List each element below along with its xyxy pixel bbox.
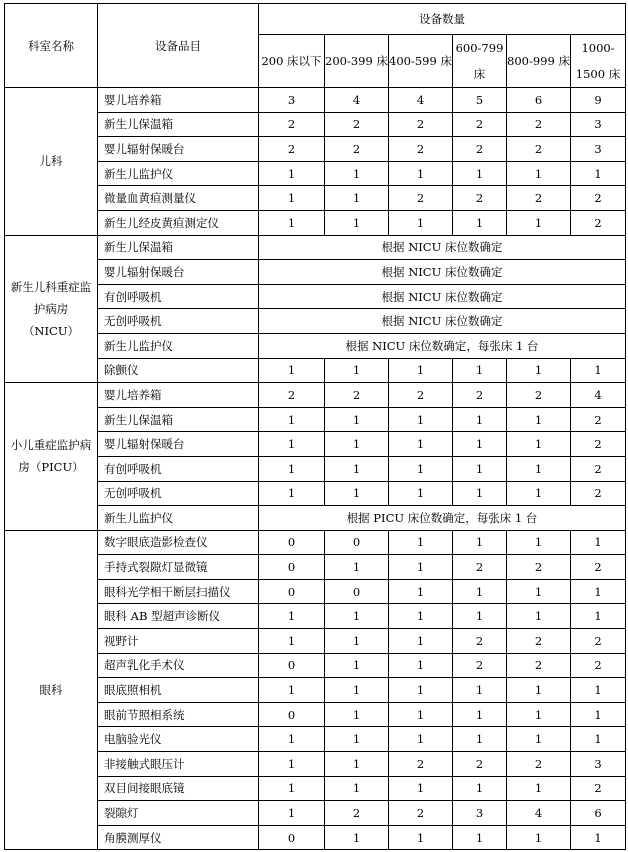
table-row	[5, 481, 626, 506]
quantity-cell: 1	[325, 629, 389, 654]
item-cell: 超声乳化手术仪	[98, 653, 259, 678]
quantity-cell: 2	[389, 383, 453, 408]
table-row	[5, 186, 626, 211]
quantity-cell: 1	[389, 432, 453, 457]
quantity-cell: 1	[507, 210, 571, 235]
item-cell: 眼前节照相系统	[98, 702, 259, 727]
item-cell: 新生儿保温箱	[98, 112, 259, 137]
header-qty: 设备数量	[259, 4, 626, 35]
quantity-cell: 1	[453, 776, 507, 801]
quantity-cell: 0	[325, 530, 389, 555]
quantity-cell: 1	[507, 407, 571, 432]
table-row	[5, 309, 626, 334]
quantity-cell: 1	[571, 604, 626, 629]
quantity-cell: 2	[389, 752, 453, 777]
quantity-cell: 1	[389, 481, 453, 506]
quantity-cell: 1	[259, 432, 325, 457]
quantity-cell: 1	[507, 432, 571, 457]
quantity-cell: 9	[571, 88, 626, 113]
quantity-cell: 6	[571, 801, 626, 826]
quantity-cell: 1	[325, 727, 389, 752]
quantity-cell: 1	[453, 358, 507, 383]
item-cell: 手持式裂隙灯显微镜	[98, 555, 259, 580]
quantity-cell: 2	[571, 555, 626, 580]
quantity-cell: 1	[453, 825, 507, 850]
table-row	[5, 530, 626, 555]
quantity-cell: 1	[259, 161, 325, 186]
header-item: 设备品目	[98, 4, 259, 88]
table-row	[5, 260, 626, 285]
item-cell: 婴儿辐射保暖台	[98, 432, 259, 457]
quantity-cell: 1	[389, 678, 453, 703]
quantity-cell: 2	[389, 112, 453, 137]
item-cell: 数字眼底造影检查仪	[98, 530, 259, 555]
quantity-cell: 1	[507, 727, 571, 752]
quantity-cell: 2	[507, 653, 571, 678]
quantity-cell: 1	[453, 579, 507, 604]
item-cell: 新生儿保温箱	[98, 407, 259, 432]
quantity-cell: 1	[507, 358, 571, 383]
quantity-cell: 1	[453, 481, 507, 506]
item-cell: 眼科 AB 型超声诊断仪	[98, 604, 259, 629]
note-cell: 根据 NICU 床位数确定	[259, 309, 626, 334]
table-row	[5, 88, 626, 113]
quantity-cell: 1	[389, 555, 453, 580]
quantity-cell: 1	[325, 752, 389, 777]
quantity-cell: 1	[507, 481, 571, 506]
quantity-cell: 2	[507, 383, 571, 408]
quantity-cell: 1	[259, 186, 325, 211]
quantity-cell: 2	[453, 653, 507, 678]
table-header	[5, 4, 626, 88]
header-col: 600-799 床	[453, 35, 507, 88]
item-cell: 婴儿辐射保暖台	[98, 260, 259, 285]
quantity-cell: 2	[571, 432, 626, 457]
quantity-cell: 5	[453, 88, 507, 113]
quantity-cell: 1	[389, 653, 453, 678]
quantity-cell: 1	[325, 432, 389, 457]
item-cell: 婴儿辐射保暖台	[98, 137, 259, 162]
header-col: 400-599 床	[389, 35, 453, 88]
quantity-cell: 0	[259, 555, 325, 580]
item-cell: 新生儿监护仪	[98, 506, 259, 531]
table-row	[5, 579, 626, 604]
quantity-cell: 2	[259, 383, 325, 408]
quantity-cell: 2	[389, 186, 453, 211]
quantity-cell: 2	[507, 186, 571, 211]
quantity-cell: 2	[259, 137, 325, 162]
note-cell: 根据 NICU 床位数确定	[259, 284, 626, 309]
quantity-cell: 0	[259, 530, 325, 555]
table-row	[5, 235, 626, 260]
table-row	[5, 702, 626, 727]
item-cell: 新生儿监护仪	[98, 333, 259, 358]
table-row	[5, 653, 626, 678]
quantity-cell: 1	[325, 678, 389, 703]
equipment-table	[4, 3, 626, 850]
quantity-cell: 1	[389, 407, 453, 432]
quantity-cell: 1	[453, 604, 507, 629]
note-cell: 根据 NICU 床位数确定，每张床 1 台	[259, 333, 626, 358]
quantity-cell: 1	[389, 604, 453, 629]
quantity-cell: 2	[325, 801, 389, 826]
quantity-cell: 1	[389, 161, 453, 186]
quantity-cell: 1	[325, 653, 389, 678]
quantity-cell: 1	[507, 579, 571, 604]
quantity-cell: 3	[453, 801, 507, 826]
item-cell: 婴儿培养箱	[98, 88, 259, 113]
department-cell: 新生儿科重症监护病房（NICU）	[5, 235, 98, 383]
quantity-cell: 1	[453, 678, 507, 703]
quantity-cell: 2	[571, 407, 626, 432]
quantity-cell: 4	[389, 88, 453, 113]
quantity-cell: 2	[507, 629, 571, 654]
quantity-cell: 3	[259, 88, 325, 113]
quantity-cell: 1	[571, 579, 626, 604]
quantity-cell: 1	[453, 702, 507, 727]
quantity-cell: 1	[259, 604, 325, 629]
quantity-cell: 4	[571, 383, 626, 408]
quantity-cell: 1	[259, 407, 325, 432]
quantity-cell: 1	[325, 776, 389, 801]
quantity-cell: 2	[453, 186, 507, 211]
note-cell: 根据 NICU 床位数确定	[259, 260, 626, 285]
quantity-cell: 1	[507, 530, 571, 555]
quantity-cell: 1	[453, 456, 507, 481]
quantity-cell: 1	[571, 530, 626, 555]
quantity-cell: 1	[325, 358, 389, 383]
quantity-cell: 1	[571, 358, 626, 383]
table-row	[5, 407, 626, 432]
table-row	[5, 456, 626, 481]
quantity-cell: 2	[571, 653, 626, 678]
quantity-cell: 1	[325, 210, 389, 235]
table-row	[5, 752, 626, 777]
item-cell: 有创呼吸机	[98, 456, 259, 481]
item-cell: 新生儿监护仪	[98, 161, 259, 186]
quantity-cell: 1	[571, 727, 626, 752]
quantity-cell: 1	[389, 579, 453, 604]
header-col: 1000-1500 床	[571, 35, 626, 88]
quantity-cell: 1	[259, 752, 325, 777]
quantity-cell: 1	[325, 604, 389, 629]
table-row	[5, 432, 626, 457]
quantity-cell: 1	[389, 825, 453, 850]
quantity-cell: 1	[389, 702, 453, 727]
item-cell: 新生儿保温箱	[98, 235, 259, 260]
quantity-cell: 1	[507, 604, 571, 629]
header-col: 200-399 床	[325, 35, 389, 88]
item-cell: 裂隙灯	[98, 801, 259, 826]
quantity-cell: 2	[571, 481, 626, 506]
item-cell: 微量血黄疸测量仪	[98, 186, 259, 211]
table-row	[5, 333, 626, 358]
item-cell: 非接触式眼压计	[98, 752, 259, 777]
quantity-cell: 1	[571, 702, 626, 727]
table-row	[5, 825, 626, 850]
quantity-cell: 2	[571, 629, 626, 654]
quantity-cell: 2	[571, 456, 626, 481]
table-row	[5, 776, 626, 801]
quantity-cell: 0	[325, 579, 389, 604]
quantity-cell: 3	[571, 112, 626, 137]
quantity-cell: 1	[453, 161, 507, 186]
table-row	[5, 210, 626, 235]
header-col: 800-999 床	[507, 35, 571, 88]
quantity-cell: 1	[571, 825, 626, 850]
quantity-cell: 1	[325, 456, 389, 481]
quantity-cell: 0	[259, 653, 325, 678]
quantity-cell: 0	[259, 825, 325, 850]
quantity-cell: 1	[453, 432, 507, 457]
quantity-cell: 1	[507, 456, 571, 481]
table-row	[5, 383, 626, 408]
quantity-cell: 2	[571, 186, 626, 211]
quantity-cell: 1	[325, 702, 389, 727]
quantity-cell: 2	[453, 137, 507, 162]
quantity-cell: 1	[453, 727, 507, 752]
quantity-cell: 1	[259, 456, 325, 481]
header-dept: 科室名称	[5, 4, 98, 88]
quantity-cell: 1	[389, 210, 453, 235]
quantity-cell: 1	[507, 776, 571, 801]
quantity-cell: 2	[453, 555, 507, 580]
quantity-cell: 2	[453, 383, 507, 408]
quantity-cell: 0	[259, 702, 325, 727]
item-cell: 新生儿经皮黄疸测定仪	[98, 210, 259, 235]
item-cell: 无创呼吸机	[98, 481, 259, 506]
quantity-cell: 2	[325, 112, 389, 137]
quantity-cell: 2	[507, 752, 571, 777]
quantity-cell: 1	[325, 186, 389, 211]
quantity-cell: 1	[453, 407, 507, 432]
quantity-cell: 2	[453, 112, 507, 137]
table-row	[5, 284, 626, 309]
quantity-cell: 6	[507, 88, 571, 113]
item-cell: 除颤仪	[98, 358, 259, 383]
quantity-cell: 1	[259, 210, 325, 235]
quantity-cell: 1	[389, 358, 453, 383]
quantity-cell: 1	[389, 456, 453, 481]
quantity-cell: 2	[389, 801, 453, 826]
quantity-cell: 2	[571, 210, 626, 235]
department-cell: 儿科	[5, 88, 98, 236]
quantity-cell: 3	[571, 752, 626, 777]
item-cell: 眼底照相机	[98, 678, 259, 703]
quantity-cell: 1	[325, 407, 389, 432]
table-row	[5, 727, 626, 752]
item-cell: 角膜测厚仪	[98, 825, 259, 850]
table-row	[5, 629, 626, 654]
quantity-cell: 2	[389, 137, 453, 162]
quantity-cell: 1	[571, 161, 626, 186]
quantity-cell: 2	[507, 112, 571, 137]
quantity-cell: 2	[507, 555, 571, 580]
quantity-cell: 0	[259, 579, 325, 604]
item-cell: 眼科光学相干断层扫描仪	[98, 579, 259, 604]
quantity-cell: 1	[453, 210, 507, 235]
quantity-cell: 1	[389, 629, 453, 654]
quantity-cell: 4	[325, 88, 389, 113]
quantity-cell: 1	[325, 161, 389, 186]
table-row	[5, 161, 626, 186]
table-row	[5, 358, 626, 383]
quantity-cell: 2	[325, 137, 389, 162]
quantity-cell: 1	[389, 727, 453, 752]
quantity-cell: 4	[507, 801, 571, 826]
quantity-cell: 1	[325, 555, 389, 580]
table-body	[5, 88, 626, 850]
table-row	[5, 112, 626, 137]
quantity-cell: 1	[389, 776, 453, 801]
table-row	[5, 555, 626, 580]
department-cell: 眼科	[5, 530, 98, 850]
item-cell: 婴儿培养箱	[98, 383, 259, 408]
department-cell: 小儿重症监护病房（PICU）	[5, 383, 98, 531]
quantity-cell: 1	[325, 825, 389, 850]
quantity-cell: 1	[507, 161, 571, 186]
quantity-cell: 1	[259, 481, 325, 506]
table-row	[5, 801, 626, 826]
note-cell: 根据 PICU 床位数确定，每张床 1 台	[259, 506, 626, 531]
item-cell: 双目间接眼底镜	[98, 776, 259, 801]
quantity-cell: 1	[389, 530, 453, 555]
item-cell: 有创呼吸机	[98, 284, 259, 309]
item-cell: 电脑验光仪	[98, 727, 259, 752]
note-cell: 根据 NICU 床位数确定	[259, 235, 626, 260]
table-row	[5, 678, 626, 703]
quantity-cell: 1	[507, 702, 571, 727]
quantity-cell: 1	[507, 678, 571, 703]
quantity-cell: 2	[453, 752, 507, 777]
quantity-cell: 1	[259, 801, 325, 826]
item-cell: 无创呼吸机	[98, 309, 259, 334]
quantity-cell: 1	[325, 481, 389, 506]
quantity-cell: 1	[507, 825, 571, 850]
quantity-cell: 2	[259, 112, 325, 137]
table-row	[5, 604, 626, 629]
table-row	[5, 137, 626, 162]
quantity-cell: 1	[259, 358, 325, 383]
quantity-cell: 1	[259, 776, 325, 801]
quantity-cell: 2	[325, 383, 389, 408]
quantity-cell: 3	[571, 137, 626, 162]
item-cell: 视野计	[98, 629, 259, 654]
table-row	[5, 506, 626, 531]
header-col: 200 床以下	[259, 35, 325, 88]
quantity-cell: 1	[259, 629, 325, 654]
quantity-cell: 2	[453, 629, 507, 654]
quantity-cell: 1	[259, 727, 325, 752]
quantity-cell: 1	[453, 530, 507, 555]
quantity-cell: 2	[507, 137, 571, 162]
quantity-cell: 2	[571, 776, 626, 801]
quantity-cell: 1	[571, 678, 626, 703]
quantity-cell: 1	[259, 678, 325, 703]
